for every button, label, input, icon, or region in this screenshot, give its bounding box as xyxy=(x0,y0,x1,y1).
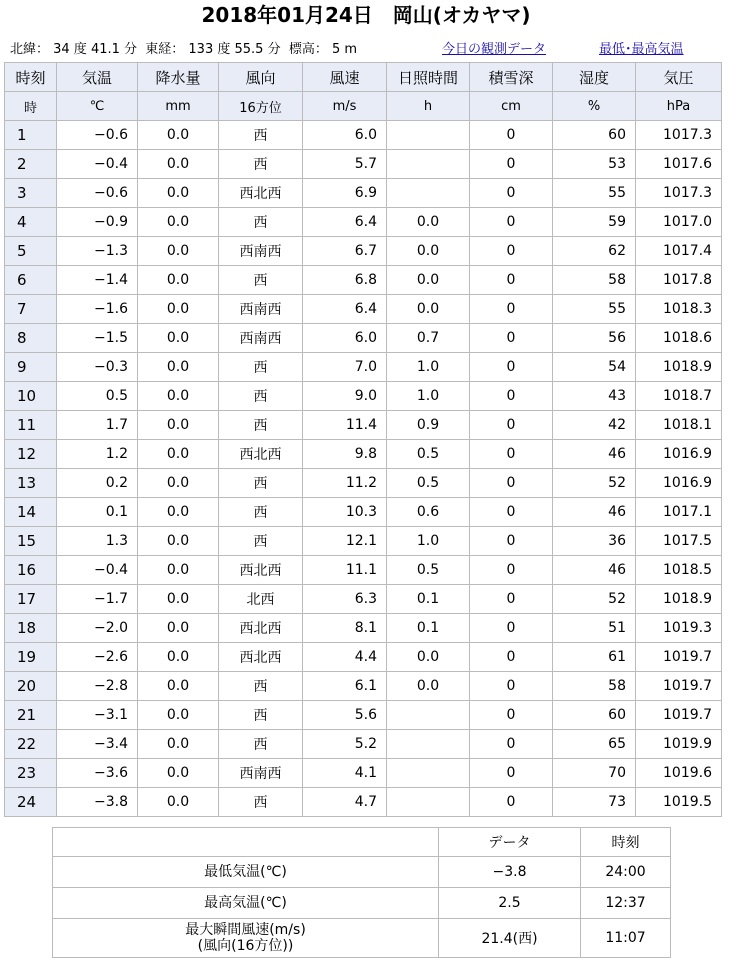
cell-humidity: 51 xyxy=(553,614,636,643)
table-row xyxy=(5,585,722,614)
cell-wind-speed: 4.1 xyxy=(303,759,387,788)
cell-humidity: 43 xyxy=(553,382,636,411)
cell-snow-depth: 0 xyxy=(470,440,553,469)
table-row xyxy=(5,208,722,237)
cell-hour: 21 xyxy=(5,701,57,730)
cell-pressure: 1018.7 xyxy=(636,382,722,411)
cell-hour: 11 xyxy=(5,411,57,440)
cell-humidity: 46 xyxy=(553,498,636,527)
cell-snow-depth: 0 xyxy=(470,788,553,817)
cell-wind-speed: 11.1 xyxy=(303,556,387,585)
cell-pressure: 1019.7 xyxy=(636,701,722,730)
cell-wind-direction: 西 xyxy=(219,121,303,150)
cell-pressure: 1017.0 xyxy=(636,208,722,237)
cell-pressure: 1019.3 xyxy=(636,614,722,643)
col-header-snow-depth: 積雪深 xyxy=(470,63,553,92)
cell-snow-depth: 0 xyxy=(470,411,553,440)
summary-corner xyxy=(53,828,439,857)
cell-snow-depth: 0 xyxy=(470,614,553,643)
table-row xyxy=(5,266,722,295)
cell-pressure: 1019.7 xyxy=(636,643,722,672)
cell-pressure: 1017.4 xyxy=(636,237,722,266)
cell-hour: 18 xyxy=(5,614,57,643)
cell-temperature: 1.2 xyxy=(57,440,138,469)
cell-sunshine xyxy=(387,179,470,208)
summary-col-data: データ xyxy=(439,828,581,857)
cell-snow-depth: 0 xyxy=(470,382,553,411)
cell-temperature: −3.4 xyxy=(57,730,138,759)
cell-snow-depth: 0 xyxy=(470,208,553,237)
cell-pressure: 1019.6 xyxy=(636,759,722,788)
table-row xyxy=(5,614,722,643)
cell-precipitation: 0.0 xyxy=(138,295,219,324)
cell-wind-direction: 西 xyxy=(219,469,303,498)
cell-hour: 9 xyxy=(5,353,57,382)
cell-temperature: −1.6 xyxy=(57,295,138,324)
cell-sunshine: 1.0 xyxy=(387,527,470,556)
summary-time: 24:00 xyxy=(581,857,671,888)
cell-precipitation: 0.0 xyxy=(138,324,219,353)
summary-label xyxy=(53,888,439,919)
col-header-hour: 時刻 xyxy=(5,63,57,92)
cell-sunshine xyxy=(387,701,470,730)
cell-humidity: 60 xyxy=(553,121,636,150)
cell-wind-speed: 6.4 xyxy=(303,295,387,324)
cell-temperature: −1.3 xyxy=(57,237,138,266)
cell-humidity: 60 xyxy=(553,701,636,730)
cell-precipitation: 0.0 xyxy=(138,237,219,266)
cell-wind-speed: 6.9 xyxy=(303,179,387,208)
table-row xyxy=(5,121,722,150)
cell-humidity: 58 xyxy=(553,672,636,701)
cell-wind-direction: 西南西 xyxy=(219,324,303,353)
cell-snow-depth: 0 xyxy=(470,179,553,208)
cell-sunshine: 0.0 xyxy=(387,672,470,701)
cell-precipitation: 0.0 xyxy=(138,585,219,614)
today-data-link[interactable]: 今日の観測データ xyxy=(442,42,547,57)
table-row xyxy=(5,701,722,730)
summary-value: 2.5 xyxy=(439,888,581,919)
cell-wind-speed: 4.4 xyxy=(303,643,387,672)
cell-temperature: −2.6 xyxy=(57,643,138,672)
cell-sunshine: 0.1 xyxy=(387,585,470,614)
cell-precipitation: 0.0 xyxy=(138,121,219,150)
cell-precipitation: 0.0 xyxy=(138,643,219,672)
summary-table xyxy=(52,827,671,958)
col-unit-precipitation: mm xyxy=(138,92,219,121)
cell-temperature: −0.3 xyxy=(57,353,138,382)
cell-precipitation: 0.0 xyxy=(138,411,219,440)
cell-sunshine: 0.7 xyxy=(387,324,470,353)
cell-hour: 12 xyxy=(5,440,57,469)
col-unit-temperature: ℃ xyxy=(57,92,138,121)
cell-wind-speed: 5.7 xyxy=(303,150,387,179)
cell-temperature: −2.0 xyxy=(57,614,138,643)
col-header-precipitation: 降水量 xyxy=(138,63,219,92)
cell-humidity: 55 xyxy=(553,179,636,208)
table-row xyxy=(5,730,722,759)
cell-snow-depth: 0 xyxy=(470,672,553,701)
summary-label xyxy=(53,919,439,958)
cell-snow-depth: 0 xyxy=(470,527,553,556)
cell-wind-direction: 西 xyxy=(219,353,303,382)
cell-precipitation: 0.0 xyxy=(138,382,219,411)
summary-header-row xyxy=(53,828,671,857)
cell-wind-speed: 10.3 xyxy=(303,498,387,527)
cell-wind-direction: 西南西 xyxy=(219,759,303,788)
table-row xyxy=(5,411,722,440)
table-row xyxy=(5,440,722,469)
summary-label-text: 最高気温(℃) xyxy=(204,895,287,911)
cell-snow-depth: 0 xyxy=(470,121,553,150)
cell-wind-speed: 6.0 xyxy=(303,324,387,353)
cell-humidity: 55 xyxy=(553,295,636,324)
cell-pressure: 1016.9 xyxy=(636,440,722,469)
col-unit-wind-speed: m/s xyxy=(303,92,387,121)
unit-row xyxy=(5,92,722,121)
summary-time: 12:37 xyxy=(581,888,671,919)
cell-temperature: 0.1 xyxy=(57,498,138,527)
cell-wind-direction: 西 xyxy=(219,527,303,556)
cell-temperature: −0.6 xyxy=(57,179,138,208)
cell-wind-direction: 西 xyxy=(219,730,303,759)
cell-temperature: −0.9 xyxy=(57,208,138,237)
summary-label xyxy=(53,857,439,888)
cell-wind-direction: 西 xyxy=(219,411,303,440)
cell-wind-direction: 西北西 xyxy=(219,440,303,469)
cell-sunshine xyxy=(387,788,470,817)
cell-snow-depth: 0 xyxy=(470,353,553,382)
cell-snow-depth: 0 xyxy=(470,150,553,179)
cell-temperature: −2.8 xyxy=(57,672,138,701)
cell-hour: 5 xyxy=(5,237,57,266)
hourly-data-table xyxy=(4,62,722,817)
cell-humidity: 42 xyxy=(553,411,636,440)
cell-wind-speed: 5.2 xyxy=(303,730,387,759)
cell-precipitation: 0.0 xyxy=(138,150,219,179)
table-row xyxy=(5,382,722,411)
cell-sunshine xyxy=(387,121,470,150)
cell-precipitation: 0.0 xyxy=(138,208,219,237)
col-unit-humidity: % xyxy=(553,92,636,121)
cell-hour: 14 xyxy=(5,498,57,527)
table-row xyxy=(5,469,722,498)
cell-wind-speed: 6.0 xyxy=(303,121,387,150)
cell-humidity: 61 xyxy=(553,643,636,672)
cell-wind-direction: 西南西 xyxy=(219,295,303,324)
col-header-humidity: 湿度 xyxy=(553,63,636,92)
cell-humidity: 73 xyxy=(553,788,636,817)
cell-temperature: −0.4 xyxy=(57,150,138,179)
cell-wind-direction: 西 xyxy=(219,266,303,295)
cell-wind-speed: 4.7 xyxy=(303,788,387,817)
cell-humidity: 58 xyxy=(553,266,636,295)
table-row xyxy=(5,643,722,672)
cell-wind-speed: 9.8 xyxy=(303,440,387,469)
cell-humidity: 52 xyxy=(553,469,636,498)
cell-precipitation: 0.0 xyxy=(138,701,219,730)
cell-precipitation: 0.0 xyxy=(138,672,219,701)
cell-pressure: 1018.9 xyxy=(636,585,722,614)
cell-wind-speed: 6.8 xyxy=(303,266,387,295)
col-header-wind-speed: 風速 xyxy=(303,63,387,92)
cell-wind-direction: 西 xyxy=(219,382,303,411)
col-header-sunshine: 日照時間 xyxy=(387,63,470,92)
cell-pressure: 1018.6 xyxy=(636,324,722,353)
cell-wind-direction: 西北西 xyxy=(219,643,303,672)
cell-humidity: 52 xyxy=(553,585,636,614)
cell-wind-speed: 6.4 xyxy=(303,208,387,237)
cell-wind-speed: 5.6 xyxy=(303,701,387,730)
col-unit-hour: 時 xyxy=(5,92,57,121)
cell-wind-direction: 西 xyxy=(219,208,303,237)
col-unit-wind-direction: 16方位 xyxy=(219,92,303,121)
cell-wind-direction: 西 xyxy=(219,788,303,817)
station-location: 北緯： 34 度 41.1 分 東経： 133 度 55.5 分 標高： 5 m xyxy=(10,42,358,57)
cell-snow-depth: 0 xyxy=(470,585,553,614)
cell-sunshine xyxy=(387,759,470,788)
cell-hour: 17 xyxy=(5,585,57,614)
cell-precipitation: 0.0 xyxy=(138,469,219,498)
cell-pressure: 1019.7 xyxy=(636,672,722,701)
cell-hour: 10 xyxy=(5,382,57,411)
summary-label-subtext: (風向(16方位)) xyxy=(197,938,294,954)
cell-snow-depth: 0 xyxy=(470,237,553,266)
cell-pressure: 1017.6 xyxy=(636,150,722,179)
cell-precipitation: 0.0 xyxy=(138,498,219,527)
cell-humidity: 46 xyxy=(553,556,636,585)
cell-hour: 3 xyxy=(5,179,57,208)
cell-wind-direction: 西北西 xyxy=(219,614,303,643)
cell-temperature: −0.6 xyxy=(57,121,138,150)
summary-row-max-gust xyxy=(53,919,671,958)
col-header-pressure: 気圧 xyxy=(636,63,722,92)
cell-temperature: 0.2 xyxy=(57,469,138,498)
cell-snow-depth: 0 xyxy=(470,759,553,788)
cell-wind-speed: 11.2 xyxy=(303,469,387,498)
cell-pressure: 1018.1 xyxy=(636,411,722,440)
summary-value: 21.4(西) xyxy=(439,919,581,958)
table-row xyxy=(5,788,722,817)
cell-hour: 1 xyxy=(5,121,57,150)
cell-wind-speed: 8.1 xyxy=(303,614,387,643)
table-row xyxy=(5,353,722,382)
col-header-wind-direction: 風向 xyxy=(219,63,303,92)
summary-row-min-temp xyxy=(53,857,671,888)
cell-sunshine: 0.5 xyxy=(387,440,470,469)
cell-sunshine: 0.0 xyxy=(387,266,470,295)
cell-sunshine xyxy=(387,150,470,179)
cell-pressure: 1019.5 xyxy=(636,788,722,817)
cell-hour: 20 xyxy=(5,672,57,701)
cell-precipitation: 0.0 xyxy=(138,759,219,788)
table-row xyxy=(5,179,722,208)
cell-humidity: 36 xyxy=(553,527,636,556)
station-info-bar xyxy=(0,30,732,58)
cell-sunshine: 0.0 xyxy=(387,295,470,324)
cell-temperature: −1.7 xyxy=(57,585,138,614)
cell-wind-speed: 7.0 xyxy=(303,353,387,382)
cell-sunshine xyxy=(387,730,470,759)
cell-snow-depth: 0 xyxy=(470,266,553,295)
cell-precipitation: 0.0 xyxy=(138,556,219,585)
cell-snow-depth: 0 xyxy=(470,643,553,672)
cell-pressure: 1017.5 xyxy=(636,527,722,556)
cell-temperature: −1.4 xyxy=(57,266,138,295)
cell-humidity: 62 xyxy=(553,237,636,266)
cell-temperature: 0.5 xyxy=(57,382,138,411)
cell-humidity: 65 xyxy=(553,730,636,759)
cell-wind-speed: 6.1 xyxy=(303,672,387,701)
cell-temperature: −1.5 xyxy=(57,324,138,353)
cell-snow-depth: 0 xyxy=(470,324,553,353)
table-row xyxy=(5,150,722,179)
cell-pressure: 1017.3 xyxy=(636,121,722,150)
cell-wind-speed: 11.4 xyxy=(303,411,387,440)
cell-wind-direction: 西 xyxy=(219,498,303,527)
cell-sunshine: 0.6 xyxy=(387,498,470,527)
summary-label-text: 最大瞬間風速(m/s) xyxy=(185,922,306,938)
cell-sunshine: 0.0 xyxy=(387,208,470,237)
cell-snow-depth: 0 xyxy=(470,469,553,498)
cell-temperature: −3.1 xyxy=(57,701,138,730)
summary-value: −3.8 xyxy=(439,857,581,888)
cell-temperature: −0.4 xyxy=(57,556,138,585)
cell-wind-direction: 西 xyxy=(219,150,303,179)
cell-sunshine: 1.0 xyxy=(387,382,470,411)
cell-hour: 23 xyxy=(5,759,57,788)
col-unit-snow-depth: cm xyxy=(470,92,553,121)
table-row xyxy=(5,324,722,353)
cell-precipitation: 0.0 xyxy=(138,440,219,469)
cell-temperature: 1.3 xyxy=(57,527,138,556)
cell-precipitation: 0.0 xyxy=(138,527,219,556)
cell-sunshine: 0.5 xyxy=(387,556,470,585)
cell-precipitation: 0.0 xyxy=(138,614,219,643)
cell-wind-direction: 北西 xyxy=(219,585,303,614)
cell-sunshine: 0.0 xyxy=(387,237,470,266)
cell-temperature: 1.7 xyxy=(57,411,138,440)
cell-snow-depth: 0 xyxy=(470,498,553,527)
table-row xyxy=(5,498,722,527)
cell-snow-depth: 0 xyxy=(470,701,553,730)
cell-wind-speed: 12.1 xyxy=(303,527,387,556)
cell-hour: 2 xyxy=(5,150,57,179)
cell-precipitation: 0.0 xyxy=(138,266,219,295)
summary-label-text: 最低気温(℃) xyxy=(204,864,287,880)
cell-hour: 22 xyxy=(5,730,57,759)
cell-wind-speed: 9.0 xyxy=(303,382,387,411)
cell-hour: 16 xyxy=(5,556,57,585)
cell-wind-direction: 西 xyxy=(219,701,303,730)
col-header-temperature: 気温 xyxy=(57,63,138,92)
cell-hour: 7 xyxy=(5,295,57,324)
cell-pressure: 1017.3 xyxy=(636,179,722,208)
cell-humidity: 53 xyxy=(553,150,636,179)
cell-temperature: −3.8 xyxy=(57,788,138,817)
cell-humidity: 54 xyxy=(553,353,636,382)
page-title: 2018年01月24日 岡山(オカヤマ) xyxy=(201,3,531,27)
cell-humidity: 70 xyxy=(553,759,636,788)
cell-hour: 13 xyxy=(5,469,57,498)
cell-pressure: 1017.8 xyxy=(636,266,722,295)
table-row xyxy=(5,759,722,788)
table-row xyxy=(5,556,722,585)
cell-pressure: 1017.1 xyxy=(636,498,722,527)
cell-hour: 24 xyxy=(5,788,57,817)
cell-humidity: 46 xyxy=(553,440,636,469)
cell-pressure: 1019.9 xyxy=(636,730,722,759)
cell-sunshine: 0.1 xyxy=(387,614,470,643)
table-row xyxy=(5,672,722,701)
cell-hour: 6 xyxy=(5,266,57,295)
cell-hour: 4 xyxy=(5,208,57,237)
cell-wind-direction: 西北西 xyxy=(219,179,303,208)
cell-wind-direction: 西北西 xyxy=(219,556,303,585)
cell-hour: 8 xyxy=(5,324,57,353)
cell-precipitation: 0.0 xyxy=(138,179,219,208)
cell-hour: 19 xyxy=(5,643,57,672)
cell-snow-depth: 0 xyxy=(470,295,553,324)
cell-wind-direction: 西 xyxy=(219,672,303,701)
cell-sunshine: 0.0 xyxy=(387,643,470,672)
cell-sunshine: 1.0 xyxy=(387,353,470,382)
cell-snow-depth: 0 xyxy=(470,730,553,759)
cell-precipitation: 0.0 xyxy=(138,353,219,382)
table-row xyxy=(5,237,722,266)
cell-pressure: 1016.9 xyxy=(636,469,722,498)
cell-sunshine: 0.9 xyxy=(387,411,470,440)
cell-precipitation: 0.0 xyxy=(138,788,219,817)
cell-humidity: 59 xyxy=(553,208,636,237)
cell-snow-depth: 0 xyxy=(470,556,553,585)
cell-wind-direction: 西南西 xyxy=(219,237,303,266)
cell-hour: 15 xyxy=(5,527,57,556)
cell-wind-speed: 6.7 xyxy=(303,237,387,266)
summary-col-time: 時刻 xyxy=(581,828,671,857)
header-row xyxy=(5,63,722,92)
cell-pressure: 1018.3 xyxy=(636,295,722,324)
cell-pressure: 1018.9 xyxy=(636,353,722,382)
min-max-temp-link[interactable]: 最低･最高気温 xyxy=(599,42,684,57)
col-unit-sunshine: h xyxy=(387,92,470,121)
cell-temperature: −3.6 xyxy=(57,759,138,788)
cell-pressure: 1018.5 xyxy=(636,556,722,585)
cell-sunshine: 0.5 xyxy=(387,469,470,498)
table-row xyxy=(5,295,722,324)
cell-humidity: 56 xyxy=(553,324,636,353)
table-row xyxy=(5,527,722,556)
summary-row-max-temp xyxy=(53,888,671,919)
cell-wind-speed: 6.3 xyxy=(303,585,387,614)
cell-precipitation: 0.0 xyxy=(138,730,219,759)
col-unit-pressure: hPa xyxy=(636,92,722,121)
summary-time: 11:07 xyxy=(581,919,671,958)
